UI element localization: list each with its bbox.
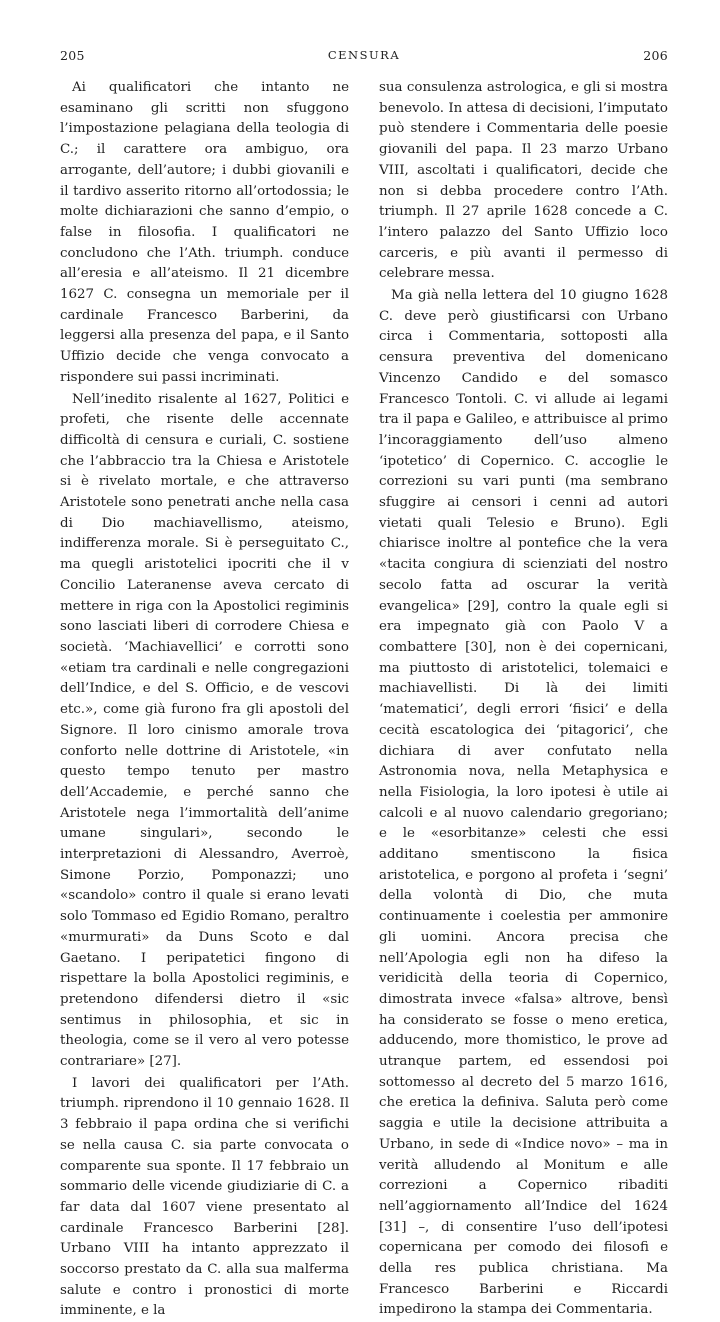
left-column: [60, 78, 349, 1322]
running-header: [60, 48, 668, 70]
page-number-left: 205: [60, 48, 85, 63]
paragraph: I lavori dei qualificatori per l’Ath. triumph. riprendono il 10 gennaio 1628. Il 3 febbraio il papa ordina che si verifichi se nella causa C. sia parte convocata o comparente sua sponte. Il 17 febbraio un sommario delle vicende giudiziarie di C. a far data dal 1607 viene presentato al cardinale Francesco Barberini [28]. Urbano VIII ha intanto apprezzato il soccorso prestato da C. alla sua malferma salute e contro i pronostici di morte imminente, e la: [60, 1075, 349, 1319]
book-page-spread: [60, 48, 668, 1319]
right-column: [379, 78, 668, 1322]
paragraph: Nell’inedito risalente al 1627, Politici e profeti, che risente delle accennate difficoltà di censura e curiali, C. sostiene che l’abbraccio tra la Chiesa e Aristotele si è rivelato mortale, e che attraverso Aristotele sono penetrati anche nella casa di Dio machiavellismo, ateismo, indifferenza morale. Si è perseguitato C., ma quegli aristotelici ipocriti che il v Concilio Lateranense aveva cercato di mettere in riga con la Apostolici regiminis sono lasciati liberi di corrodere Chiesa e società. ‘Machiavellici’ e corrotti sono «etiam tra cardinali e nelle congregazioni dell’Indice, e del S. Officio, e de vescovi etc.», come già furono fra gli apostoli del Signore. Il loro cinismo amorale trova conforto nelle dottrine di Aristotele, «in questo tempo tenuto per mastro dell’Accademie, e perché sanno che Aristotele nega l’immortalità dell’anime umane singulari», secondo le interpretazioni di Alessandro, Averroè, Simone Porzio, Pomponazzi; uno «scandolo» contro il quale si erano levati solo Tommaso ed Egidio Romano, peraltro «murmurati» da Duns Scoto e dal Gaetano. I peripatetici fingono di rispettare la bolla Apostolici regiminis, e pretendono difendersi dietro il «sic sentimus in philosophia, et sic in theologia, come se il vero al vero potesse contrariare» [27].: [60, 391, 349, 1070]
paragraph-continuation: sua consulenza astrologica, e gli si mostra benevolo. In attesa di decisioni, l’imputato può stendere i Commentaria delle poesie giovanili del papa. Il 23 marzo Urbano VIII, ascoltati i qualificatori, decide che non si debba procedere contro l’Ath. triumph. Il 27 aprile 1628 concede a C. l’intero palazzo del Santo Uffizio loco carceris, e più avanti il permesso di celebrare messa.: [379, 80, 668, 282]
text-columns: [60, 78, 668, 1322]
running-title: CENSURA: [327, 48, 401, 62]
paragraph: Ma già nella lettera del 10 giugno 1628 C. deve però giustificarsi con Urbano circa i Commentaria, sottoposti alla censura preventiva del domenicano Vincenzo Candido e del somasco Francesco Tontoli. C. vi allude ai legami tra il papa e Galileo, e attribuisce al primo l’incoraggiamento dell’uso almeno ‘ipotetico’ di Copernico. C. accoglie le correzioni su vari punti (ma sembrano sfuggire ai censori i cenni ad autori vietati quali Telesio e Bruno). Egli chiarisce inoltre al pontefice che la vera «tacita congiura di scienziati del nostro secolo fatta ad oscurar la verità evangelica» [29], contro la quale egli si era impegnato già con Paolo V a combattere [30], non è dei copernicani, ma piuttosto di aristotelici, tolemaici e machiavellisti. Di là dei limiti ‘matematici’, degli errori ‘fisici’ e della cecità escatologica dei ‘pitagorici’, che dichiara di aver confutato nella Astronomia nova, nella Metaphysica e nella Fisiologia, la loro ipotesi è utile ai calcoli e al nuovo calendario gregoriano; e le «esorbitanze» celesti che essi additano smentiscono la fisica aristotelica, e porgono al profeta i ‘segni’ della volontà di Dio, che muta continuamente i coelestia per ammonire gli uomini. Ancora precisa che nell’Apologia egli non ha difeso la veridicità della teoria di Copernico, dimostrata invece «falsa» altrove, bensì ha considerato se fosse o meno eretica, adducendo, more thomistico, le prove ad utranque partem, ed essendosi poi sottomesso al decreto del 5 marzo 1616, che eretica la definiva. Saluta però come saggia e utile la decisione attribuita a Urbano, in sede di «Indice novo» – ma in verità alludendo al Monitum e alle correzioni a Copernico ribaditi nell’aggiornamento all’Indice del 1624 [31] –, di consentire l’uso dell’ipotesi copernicana per comodo dei filosofi e della res publica christiana. Ma Francesco Barberini e Riccardi impedirono la stampa dei Commentaria.: [379, 288, 668, 1318]
paragraph: Ai qualificatori che intanto ne esaminano gli scritti non sfuggono l’impostazione pelagiana della teologia di C.; il carattere ora ambiguo, ora arrogante, dell’autore; i dubbi giovanili e il tardivo asserito ritorno all’ortodossia; le molte dichiarazioni che sanno d’empio, o false in filosofia. I qualificatori ne concludono che l’Ath. triumph. conduce all’eresia e all’ateismo. Il 21 dicembre 1627 C. consegna un memoriale per il cardinale Francesco Barberini, da leggersi alla presenza del papa, e il Santo Uffizio decide che venga convocato a rispondere sui passi incriminati.: [60, 80, 349, 385]
page-number-right: 206: [643, 48, 668, 63]
